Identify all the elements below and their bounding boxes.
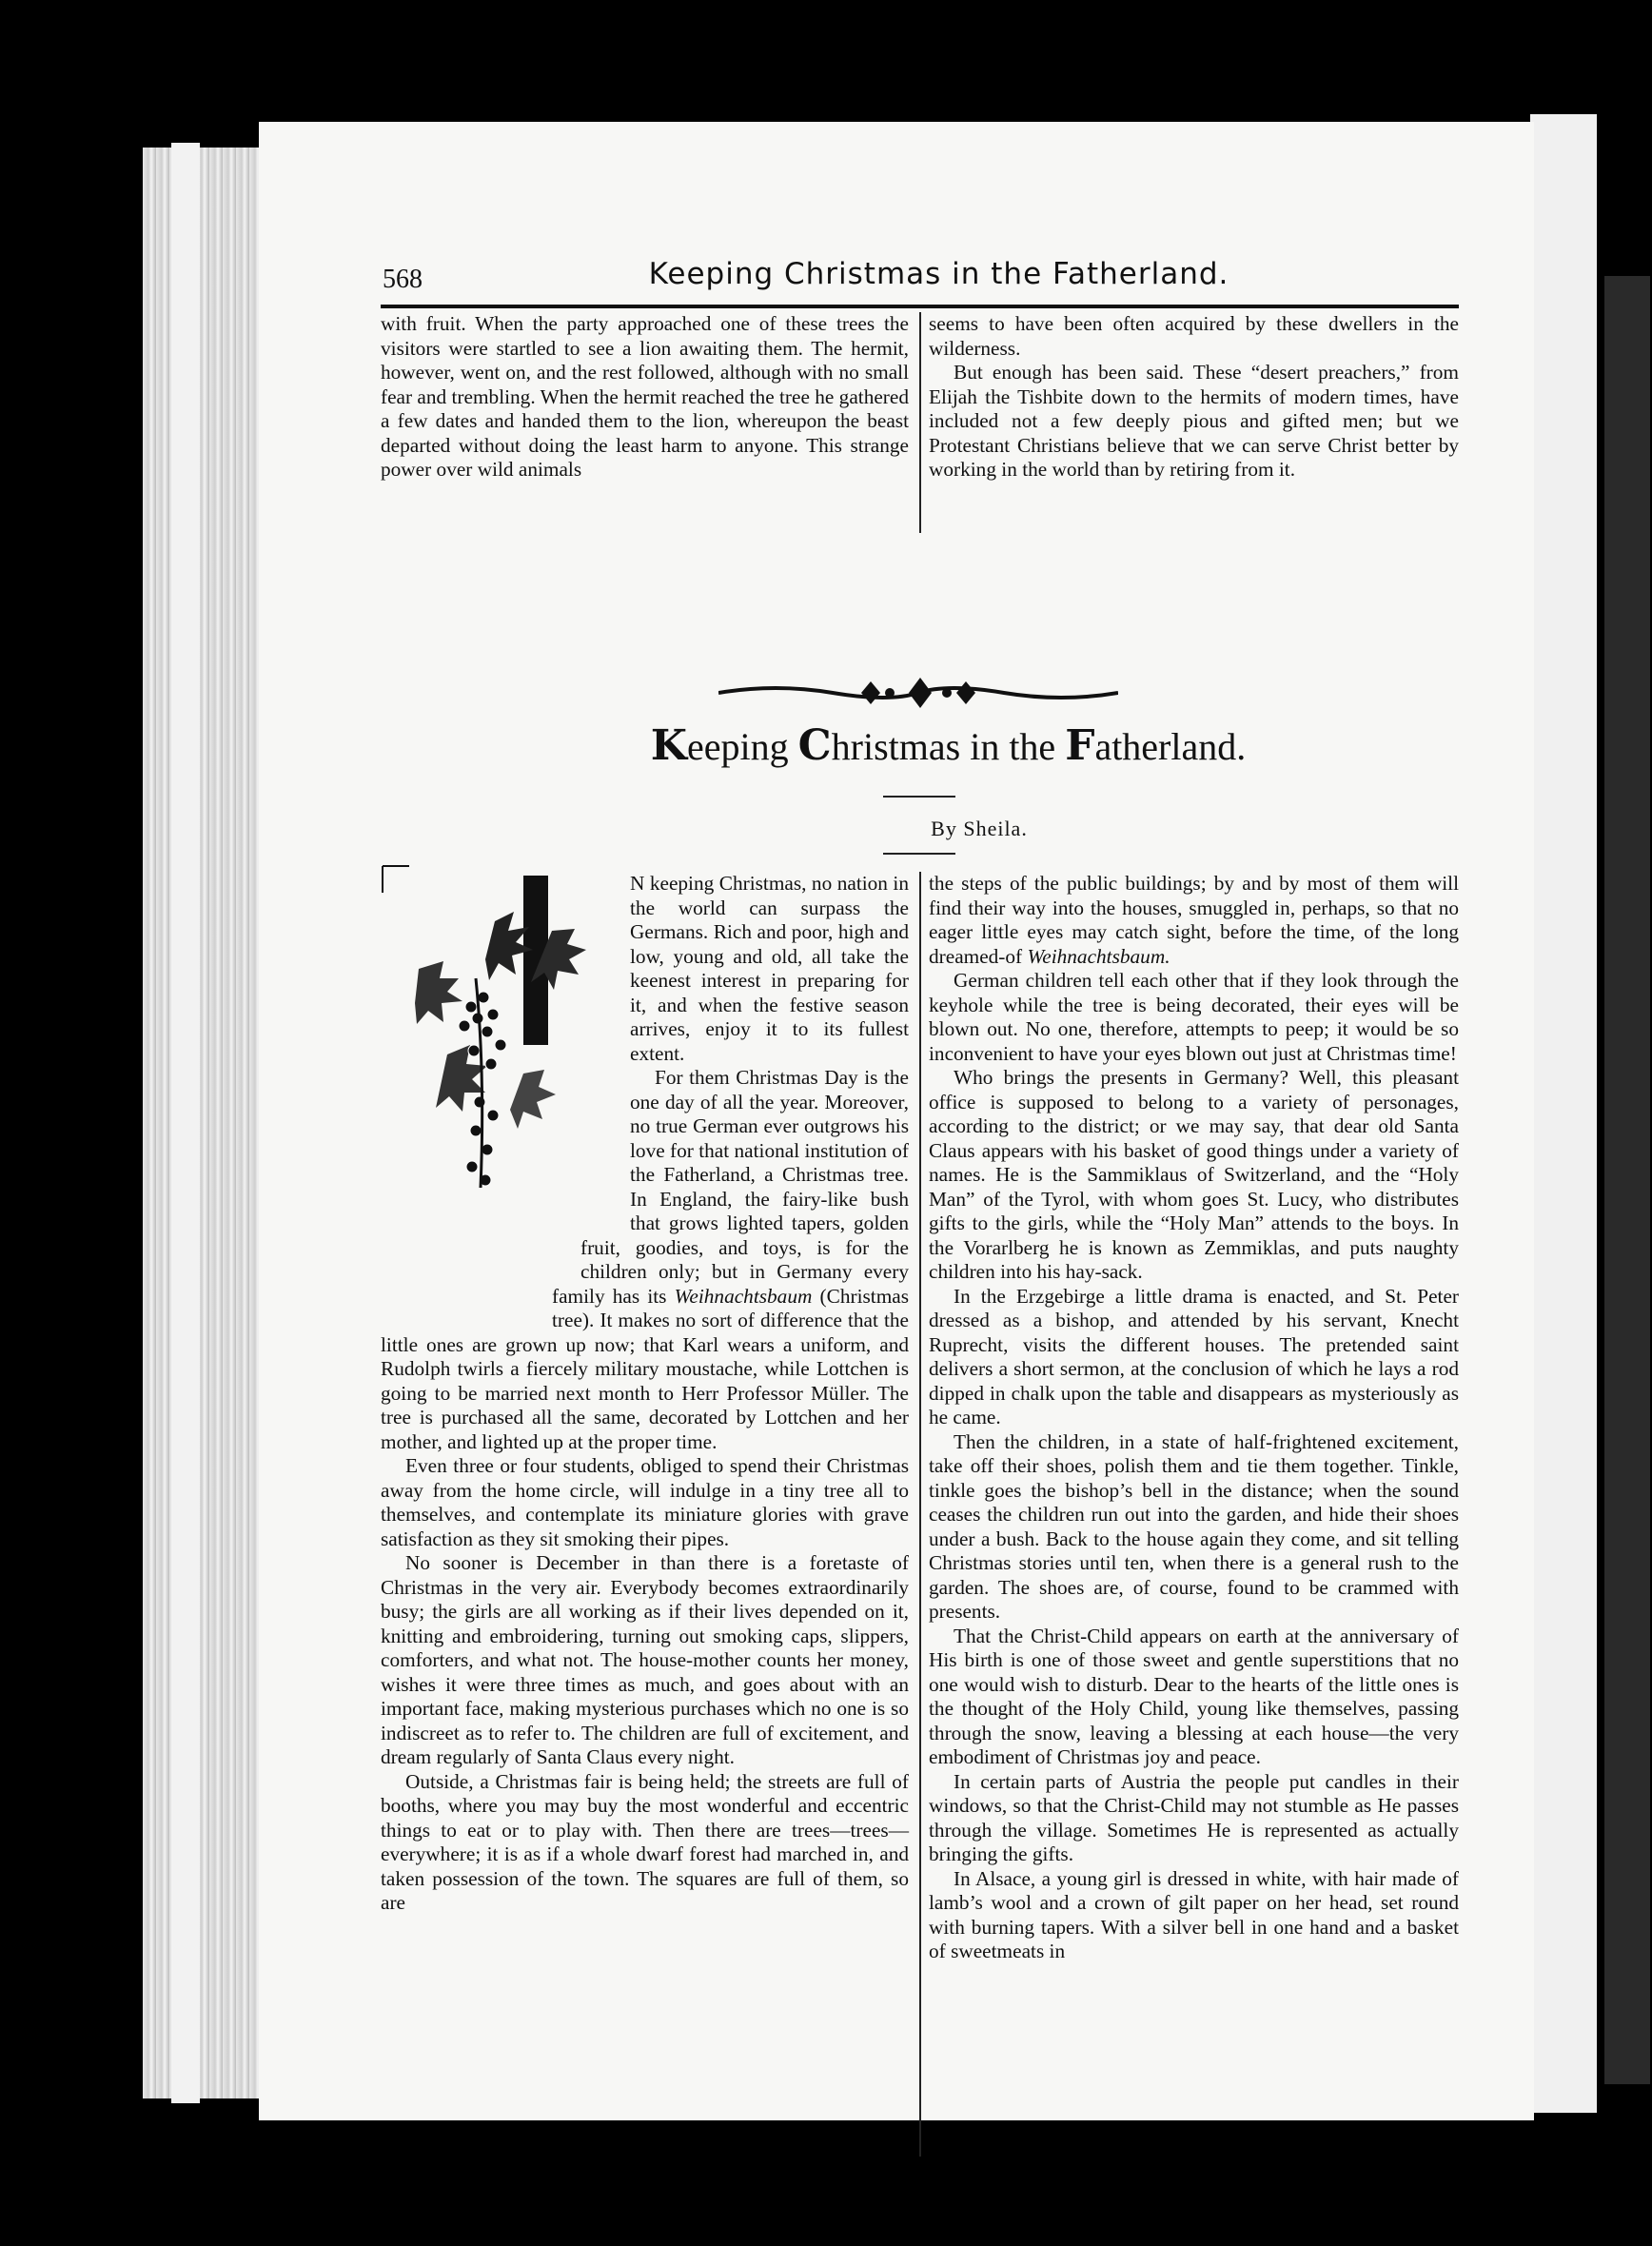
book-page-edges [143,148,276,2098]
column-divider [919,312,921,533]
paragraph: For them Christmas Day is the one day of all the year. Moreover, no true German ever outgrows his love for that national institution of the Fatherland, a Christmas tree. In England, the fairy-like bush that grows lighted tapers, golden fruit, goodies, and toys, is for the children only; but in Germany every family has its Weihnachtsbaum (Christmas tree). It makes no sort of difference that the little ones are grown up now; that Karl wears a uniform, and Rudolph twirls a fiercely military moustache, while Lottchen is going to be married next month to Herr Professor Müller. The tree is purchased all the same, decorated by Lottchen and her mother, and lighted up at the proper time. [381,1066,909,1453]
top-right-column [929,312,1459,483]
paragraph: That the Christ-Child appears on earth at the anniversary of His birth is one of those sweet and gentle superstitions that no one would wish to disturb. Dear to the hearts of the little ones is the thought of the Holy Child, young like themselves, passing through the snow, leaving a blessing at each house—the very embodiment of Christmas joy and peace. [929,1624,1459,1768]
paragraph: the steps of the public buildings; by and by most of them will find their way into the houses, smuggled in, perhaps, so that no eager little eyes may catch sight, before the time, of the long dreamed-of Weihnachtsbaum. [929,872,1459,968]
paragraph: German children tell each other that if they look through the keyhole while the tree is being decorated, their eyes will be blown out. No one, therefore, attempts to peep; it would be so inconvenient to have your eyes blown out just at Christmas time! [929,969,1459,1065]
running-header [381,255,1459,312]
article-right-column [929,872,1459,1964]
paragraph: seems to have been often acquired by these dwellers in the wilderness. [929,312,1459,360]
paragraph: Even three or four students, obliged to spend their Christmas away from the home circle, will indulge in a tiny tree all to themselves, and contemplate its miniature glories with grave satisfaction as they sit smoking their pipes. [381,1454,909,1550]
book-page-edge-highlight [171,143,200,2103]
drop-cap-space [381,1216,580,1264]
decorative-ornament [718,674,1118,712]
running-title: Keeping Christmas in the Fatherland. [648,257,1229,291]
facing-page-shadow [1604,276,1650,2084]
paragraph: with fruit. When the party approached one of these trees the visitors were startled to see a lion awaiting them. The hermit, however, went on, and the rest followed, although with no small fear and trembling. When the hermit reached the tree he gathered a few dates and handed them to the lion, whereupon the beast departed without doing the least harm to anyone. This strange power over wild animals [381,312,909,481]
byline-rule [883,853,955,855]
paragraph: Then the children, in a state of half-frightened excitement, take off their shoes, polish them and tie them together. Tinkle, tinkle goes the bishop’s bell in the distance; when the sound ceases the children run out into the garden, and hide their shoes under a bush. Back to the house again they come, and sit telling Christmas stories until ten, when there is a general rush to the garden. The shoes are, of course, found to be crammed with presents. [929,1429,1459,1623]
facing-page-edge [1530,114,1597,2113]
drop-cap-space [381,872,630,1216]
paragraph: In the Erzgebirge a little drama is enacted, and St. Peter dressed as a bishop, and attended by his servant, Knecht Ruprecht, visits the different houses. The pretended saint delivers a short sermon, at the conclusion of which he lays a rod dipped in chalk upon the table and disappears as mysteriously as he came. [929,1284,1459,1428]
page-number: 568 [383,265,423,294]
paragraph: Who brings the presents in Germany? Well, this pleasant office is supposed to belong to a variety of personages, according to the district; or we may say, that dear old Santa Claus appears with his basket of good things under a variety of names. He is the Sammiklaus of Switzerland, and the “Holy Man” of the Tyrol, with whom goes St. Lucy, who distributes gifts to the girls, while the “Holy Man” attends to the boys. In the Vorarlberg he is known as Zemmiklas, and puts naughty children into his hay-sack. [929,1066,1459,1283]
header-rule [381,305,1459,308]
magazine-page [259,122,1534,2120]
drop-cap-space [381,1264,552,1311]
paragraph: In Alsace, a young girl is dressed in white, with hair made of lamb’s wool and a crown of gilt paper on her head, set round with burning tapers. With a silver bell in one hand and a basket of sweetmeats in [929,1866,1459,1962]
top-left-column [381,312,909,483]
paragraph: No sooner is December in than there is a foretaste of Christmas in the very air. Everybody becomes extraordinarily busy; the girls are all working as if their lives depended on it, knitting and embroidering, turning out smoking caps, slippers, comforters, and what not. The house-mother counts her money, wishes it were three times as much, and goes about with an important face, making mysterious purchases which no one is so indiscreet as to refer to. The children are full of excitement, and dream regularly of Santa Claus every night. [381,1551,909,1768]
svg-text:I: I [534,1047,538,1057]
article-left-column [381,872,909,1916]
paragraph: In certain parts of Austria the people put candles in their windows, so that the Christ-Child may not stumble as He passes through the village. Sometimes He is represented as actually bringing the gifts. [929,1769,1459,1865]
article-title: Keeping Christmas in the Fatherland. [650,721,1247,770]
opening-paragraph: N keeping Christmas, no nation in the world can surpass the Germans. Rich and poor, high and low, young and old, all take the keenest interest in preparing for it, and when the festive season arrives, enjoy it to its fullest extent. [630,872,909,1065]
paragraph: Outside, a Christmas fair is being held; the streets are full of booths, where you may buy the most wonderful and eccentric things to eat or to play with. Then there are trees—trees—everywhere; it is as if a whole dwarf forest had marched in, and taken possession of the town. The squares are full of them, so are [381,1769,909,1914]
column-divider [919,872,921,2157]
paragraph: But enough has been said. These “desert preachers,” from Elijah the Tishbite down to the hermits of modern times, have included not a few deeply pious and gifted men; but we Protestant Christians believe that we can serve Christ better by working in the world than by retiring from it. [929,361,1459,481]
byline: By Sheila. [931,817,1028,840]
title-rule [883,796,955,798]
